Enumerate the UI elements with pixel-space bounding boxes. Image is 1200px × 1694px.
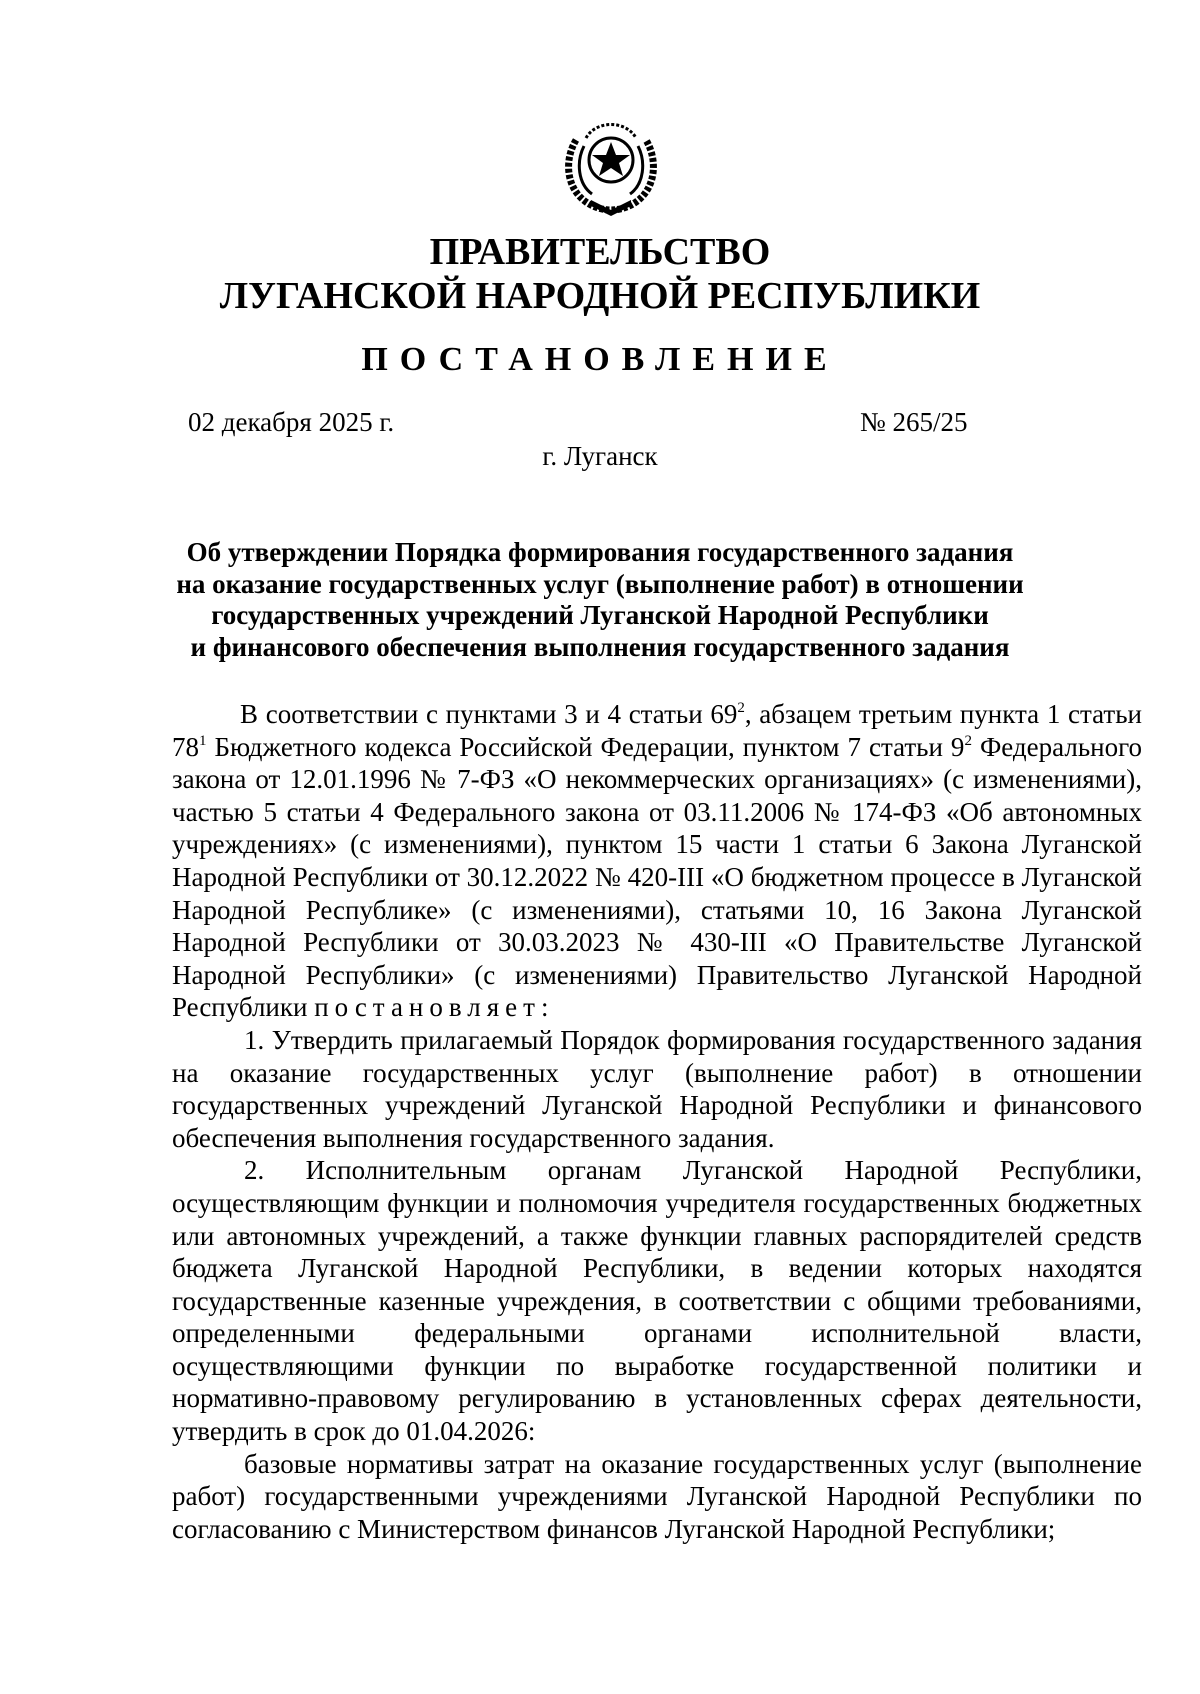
preamble-text: , абзацем третьим пункта 1 статьи 78: [172, 699, 1142, 762]
document-body: [172, 698, 1142, 1545]
superscript: 2: [964, 732, 972, 749]
document-heading: [140, 537, 1060, 663]
document-number: № 265/25: [860, 407, 968, 437]
heading-line: государственных учреждений Луганской Народной Республики: [211, 600, 989, 630]
document-city: г. Луганск: [542, 441, 658, 471]
body-paragraph-3: базовые нормативы затрат на оказание государственных услуг (выполнение работ) государственными учреждениями Луганской Народной Республики по согласованию с Министерством финансов Луганской Народной Республики;: [172, 1448, 1142, 1544]
heading-line: и финансового обеспечения выполнения государственного задания: [190, 631, 1010, 662]
body-paragraph-1: 1. Утвердить прилагаемый Порядок формирования государственного задания на оказание государственных услуг (выполнение работ) в отношении государственных учреждений Луганской Народной Республики и финансового обеспечения выполнения государственного задания.: [172, 1024, 1142, 1153]
resolves-word: постановляет:: [314, 992, 555, 1023]
preamble-text: Бюджетного кодекса Российской Федерации, пунктом 7 статьи 9: [206, 731, 965, 762]
superscript: 2: [737, 700, 745, 716]
body-paragraph-2: 2. Исполнительным органам Луганской Народной Республики, осуществляющим функции и полномочия учредителя государственных бюджетных или автономных учреждений, а также функции главных распорядителей средств бюджета Луганской Народной Республики, в ведении которых находятся государственные казенные учреждения, в соответствии с общими требованиями, определенными федеральными органами исполнительной власти, осуществляющими функции по выработке государственной политики и нормативно-правовому регулированию в установленных сферах деятельности, утвердить в срок до 01.04.2026:: [172, 1155, 1142, 1447]
preamble-text: Федерального закона от 12.01.1996 № 7-ФЗ «О некоммерческих организациях» (с изменениями), частью 5 статьи 4 Федерального закона от 03.11.2006 № 174-ФЗ «Об автономных учреждениях» (с изменениями), пунктом 15 части 1 статьи 6 Закона Луганской Народной Республики от 30.12.2022 № 420-III «О бюджетном процессе в Луганской Народной Республике» (с изменениями), статьями 10, 16 Закона Луганской Народной Республики от 30.03.2023 № 430-III «О Правительстве Луганской Народной Республики» (с изменениями) Правительство Луганской Народной Республики: [172, 731, 1142, 1023]
government-title-line1: ПРАВИТЕЛЬСТВО: [429, 231, 771, 273]
preamble-text: В соответствии с пунктами 3 и 4 статьи 69: [240, 699, 738, 729]
document-type: ПОСТАНОВЛЕНИЕ: [361, 341, 839, 378]
coat-of-arms-emblem: [556, 110, 666, 220]
heading-line: на оказание государственных услуг (выполнение работ) в отношении: [176, 568, 1024, 599]
superscript: 1: [199, 732, 207, 749]
government-title-line2: ЛУГАНСКОЙ НАРОДНОЙ РЕСПУБЛИКИ: [219, 275, 981, 317]
heading-line: Об утверждении Порядка формирования государственного задания: [186, 537, 1014, 567]
document-date: 02 декабря 2025 г.: [188, 407, 395, 437]
body-paragraph-preamble: [172, 698, 1142, 1024]
